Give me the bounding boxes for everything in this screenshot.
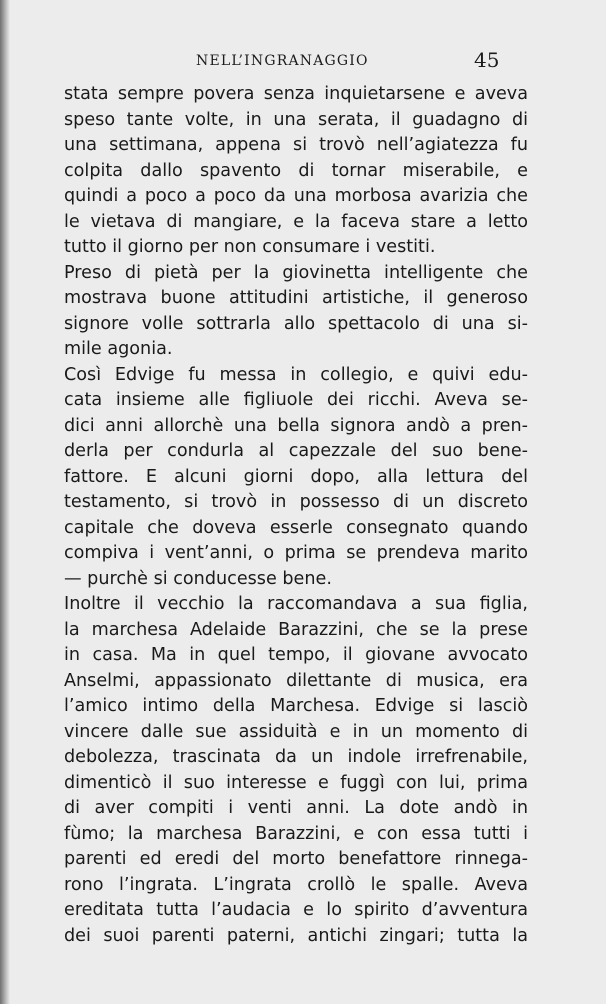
text-line: derla per condurla al capezzale del suo bene- [64,441,528,461]
text-line: rono l’ingrata. L’ingrata crollò le spalle. Aveva [64,874,528,895]
text-line: ereditata tutta l’audacia e lo spirito d’avventura [64,900,528,920]
text-line: dimenticò il suo interesse e fuggì con lui, prima [64,772,528,793]
page-header [0,48,606,74]
text-line: Anselmi, appassionato dilettante di musica, era [64,670,528,691]
text-line: speso tante volte, in una serata, il guadagno di [64,109,528,130]
text-line: fattore. E alcuni giorni dopo, alla lettura del [64,466,528,487]
text-line: tutto il giorno per non consumare i vestiti. [64,237,436,257]
text-line: in casa. Ma in quel tempo, il giovane avvocato [64,645,528,665]
running-title: NELL’INGRANAGGIO [196,53,369,69]
text-line: stata sempre povera senza inquietarsene e aveva [64,84,528,104]
text-line: testamento, si trovò in possesso di un discreto [64,492,528,512]
text-line: mostrava buone attitudini artistiche, il generoso [64,288,528,308]
page-number: 45 [474,48,500,72]
text-line: una settimana, appena si trovò nell’agiatezza fu [64,135,528,155]
text-line: l’amico intimo della Marchesa. Edvige si lasciò [64,696,528,716]
text-line: capitale che doveva esserle consegnato quando [64,517,528,538]
text-line: Così Edvige fu messa in collegio, e quivi edu- [64,364,528,385]
text-line: colpita dallo spavento di tornar miserabile, e [64,160,528,181]
text-line: Inoltre il vecchio la raccomandava a sua figlia, [64,594,528,614]
text-line: quindi a poco a poco da una morbosa avarizia che [64,186,528,206]
text-line: vincere dalle sue assiduità e in un momento di [64,721,528,742]
text-line: dei suoi parenti paterni, antichi zingari; tutta la [64,925,528,946]
text-line: la marchesa Adelaide Barazzini, che se la prese [64,619,528,640]
text-line: mile agonia. [64,339,173,359]
text-line: debolezza, trascinata da un indole irrefrenabile, [64,747,528,767]
text-line: compiva i vent’anni, o prima se prendeva marito [64,543,528,563]
binding-shadow [0,0,10,1004]
text-line: parenti ed eredi del morto benefattore rinnega- [64,849,528,869]
text-line: signore volle sottrarla allo spettacolo di una si- [64,313,528,334]
text-line: Preso di pietà per la giovinetta intelligente che [64,262,528,283]
text-line: dici anni allorchè una bella signora andò a pren- [64,415,528,436]
body-text [64,82,528,949]
text-line: fùmo; la marchesa Barazzini, e con essa tutti i [64,823,528,844]
text-line: di aver compiti i venti anni. La dote andò in [64,798,528,818]
text-line: cata insieme alle figliuole dei ricchi. Aveva se- [64,390,528,410]
text-line: — purchè si conducesse bene. [64,568,332,589]
text-line: le vietava di mangiare, e la faceva stare a letto [64,211,528,232]
